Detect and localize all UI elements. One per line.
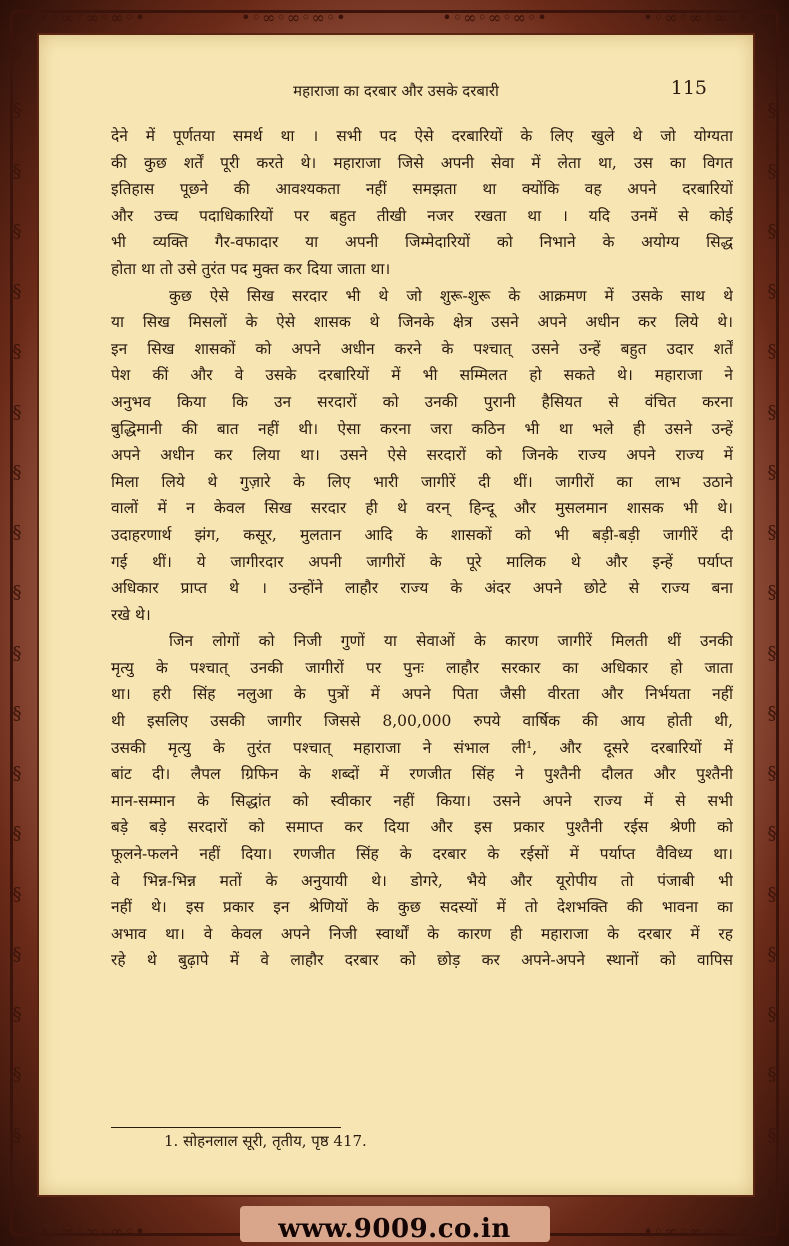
text-line: रखे थे। bbox=[111, 605, 151, 624]
text-line: बांट दी। लैपल ग्रिफिन के शब्दों में रणजीत सिंह ने पुश्तैनी दौलत और पुश्तैनी bbox=[111, 765, 733, 784]
text-line: अपने अधीन कर लिया था। उसने ऐसे सरदारों को जिनके राज्य अपने राज्य में bbox=[111, 446, 733, 465]
text-line: नहीं थे। इस प्रकार इन श्रेणियों के कुछ सदस्यों में तो देशभक्ति की भावना का bbox=[111, 898, 733, 917]
text-line: भी व्यक्ति गैर-वफादार या अपनी जिम्मेदारियों को निभाने के अयोग्य सिद्ध bbox=[111, 233, 733, 252]
running-header: महाराजा का दरबार और उसके दरबारी bbox=[293, 82, 499, 100]
text-line: मिला लिये थे गुज़ारे के लिए भारी जागीरें दी थीं। जागीरों का लाभ उठाने bbox=[111, 472, 733, 491]
text-line: कुछ ऐसे सिख सरदार भी थे जो शुरू-शुरू के आक्रमण में उसके साथ थे bbox=[169, 286, 733, 305]
text-line: उसकी मृत्यु के तुरंत पश्चात् महाराजा ने संभाल ली¹, और दूसरे दरबारियों में bbox=[111, 738, 733, 757]
bottom-ornament-border: •◦∞◦∞◦∞◦• •◦∞◦∞◦∞◦• bbox=[40, 1221, 749, 1241]
text-line: मान-सम्मान के सिद्धांत को स्वीकार नहीं किया। उसने अपने राज्य में से सभी bbox=[111, 791, 733, 810]
text-line: वालों में न केवल सिख सरदार ही थे वरन् हिन्दू और मुसलमान शासक भी थे। bbox=[111, 499, 733, 518]
page-number: 115 bbox=[670, 77, 707, 99]
left-ornament-border: § § § § § § § § § § § § § § § § § § § § bbox=[12, 40, 22, 1206]
text-line: रहे थे बुढ़ापे में वे लाहौर दरबार को छोड़ कर अपने-अपने स्थानों को वापिस bbox=[111, 951, 733, 970]
text-line: बड़े बड़े सरदारों को समाप्त कर दिया और इस प्रकार पुश्तैनी रईस श्रेणी को bbox=[111, 818, 733, 837]
text-line: था। हरी सिंह नलुआ के पुत्रों में अपने पिता जैसी वीरता और निर्भयता नहीं bbox=[111, 685, 733, 704]
text-line: उदाहरणार्थ झंग, कसूर, मुलतान आदि के शासकों को भी बड़ी-बड़ी जागीरें दी bbox=[111, 525, 733, 544]
top-ornament-border: •◦∞◦∞◦∞◦• •◦∞◦∞◦∞◦• •◦∞◦∞◦∞◦• •◦∞◦∞◦∞◦• bbox=[40, 7, 749, 27]
text-line: इन सिख शासकों को अपने अधीन करने के पश्चात् उसने उन्हें बहुत उदार शर्तें bbox=[111, 339, 733, 358]
text-line: और उच्च पदाधिकारियों पर बहुत तीखी नजर रखता था । यदि उनमें से कोई bbox=[111, 206, 733, 225]
text-line: या सिख मिसलों के ऐसे शासक थे जिनके क्षेत्र उसने अपने अधीन कर लिये थे। bbox=[111, 313, 733, 332]
text-line: फूलने-फलने नहीं दिया। रणजीत सिंह के दरबार के रईसों में पर्याप्त वैविध्य था। bbox=[111, 845, 733, 864]
text-line: बुद्धिमानी की बात नहीं थी। ऐसा करना जरा कठिन भी था भले ही उसने उन्हें bbox=[111, 419, 733, 438]
text-line: पेश कीं और वे उसके दरबारियों में भी सम्मिलत हो सकते थे। महाराजा ने bbox=[111, 366, 733, 385]
text-line: गई थीं। ये जागीरदार अपनी जागीरों के पूरे मालिक थे और इन्हें पर्याप्त bbox=[111, 552, 733, 571]
text-line: जिन लोगों को निजी गुणों या सेवाओं के कारण जागीरें मिलती थीं उनकी bbox=[169, 632, 733, 651]
text-line: अधिकार प्राप्त थे । उन्होंने लाहौर राज्य के अंदर अपने छोटे से राज्य बना bbox=[111, 579, 733, 598]
footnote: 1. सोहनलाल सूरी, तृतीय, पृष्ठ 417. bbox=[164, 1132, 367, 1150]
text-line: देने में पूर्णतया समर्थ था । सभी पद ऐसे दरबारियों के लिए खुले थे जो योग्यता bbox=[111, 127, 733, 145]
text-line: थी इसलिए उसकी जागीर जिससे 8,00,000 रुपये वार्षिक की आय होती थी, bbox=[111, 712, 733, 731]
book-page bbox=[37, 33, 755, 1197]
text-line: अभाव था। वे केवल अपने निजी स्वार्थों के कारण ही महाराजा के दरबार में रह bbox=[111, 924, 733, 943]
right-ornament-border: § § § § § § § § § § § § § § § § § § § § bbox=[767, 40, 777, 1206]
website-url[interactable]: www.9009.co.in bbox=[278, 1214, 511, 1244]
text-line: अनुभव किया कि उन सरदारों को उनकी पुरानी हैसियत से वंचित करना bbox=[111, 392, 733, 411]
body-text bbox=[111, 123, 733, 974]
footnote-rule bbox=[111, 1127, 341, 1128]
text-line: इतिहास पूछने की आवश्यकता नहीं समझता था क्योंकि वह अपने दरबारियों bbox=[111, 180, 733, 199]
text-line: होता था तो उसे तुरंत पद मुक्त कर दिया जाता था। bbox=[111, 259, 391, 278]
text-line: वे भिन्न-भिन्न मतों के अनुयायी थे। डोगरे, भैये और यूरोपीय तो पंजाबी भी bbox=[111, 871, 733, 890]
text-line: की कुछ शर्तें पूरी करते थे। महाराजा जिसे अपनी सेवा में लेता था, उस का विगत bbox=[111, 153, 733, 172]
text-line: मृत्यु के पश्चात् उनकी जागीरों पर पुनः लाहौर सरकार का अधिकार हो जाता bbox=[111, 658, 733, 677]
